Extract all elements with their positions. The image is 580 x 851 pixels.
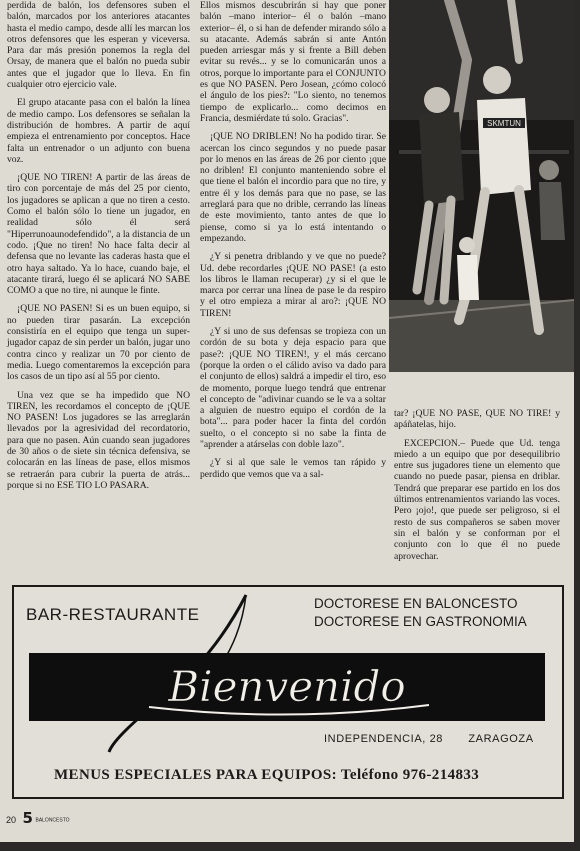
magazine-word: BALONCESTO bbox=[35, 817, 70, 824]
paragraph: ¿Y si al que sale le vemos tan rápido y perdido que vemos que va a sal- bbox=[200, 457, 386, 480]
text-column-3 bbox=[394, 408, 560, 569]
paragraph: ¡QUE NO TIREN! A partir de las áreas de tiro con porcentaje de más del 25 por ciento, los jugadores se aplican a que no tiren a cesto. Como el balón sólo lo tiene un jugador, en realidad sólo él será "Hiperrunoaunodefendido", a la distancia de un codo. ¡Que no tiren! No hace falta decir al defensa que no levante las caderas hasta que el otro haya saltado. Ya lo hace, cuando baje, el atacante tirará, luego él se aplicará NO SABE COMO a que no tire, ni aunque le finte. bbox=[7, 172, 190, 297]
paragraph: ¡QUE NO PASEN! Si es un buen equipo, si no pueden tirar pasarán. La excepción consistiría en el equipo que tenga un super-jugador capaz de sin perder un balón, jugar uno contra cinco y realizar un 70 por ciento de media. Luego comentaremos la excepción para los casos de un tipo así al 55 por ciento. bbox=[7, 303, 190, 383]
ad-menus-line: MENUS ESPECIALES PARA EQUIPOS: Teléfono 976-214833 bbox=[54, 767, 480, 783]
ad-bar-label: BAR-RESTAURANTE bbox=[26, 605, 200, 624]
ad-logo-band bbox=[29, 653, 545, 721]
paragraph: perdida de balón, los defensores suben el balón, marcados por los anteriores atacantes hasta el medio campo, desde allí les marcan los otros defensores que les esperan y viceversa. Para dar más presión ponemos la regla del Orsay, de manera que el balón no pueda subir antes que el jugador que lo lleva. En fin cualquier otro ejercicio vale. bbox=[7, 0, 190, 91]
jersey-text: SKMTUN bbox=[487, 119, 521, 128]
paragraph: Una vez que se ha impedido que NO TIREN, les recordamos el concepto de ¡QUE NO PASEN! Los jugadores se las arreglarán llevados por la agresividad del recordatorio, para que no pasen. Aún cuando sean jugadores de 30 años o de siete sin técnica defensiva, se colocarán en las líneas de pase, ellos mismos se retraerán para cubrir la puerta de atrás... porque si no ESE TIO LO PASARA. bbox=[7, 389, 190, 491]
ad-address bbox=[324, 733, 534, 745]
bienvenido-script: Bienvenido bbox=[168, 662, 406, 711]
page-number: 20 bbox=[6, 815, 17, 825]
text-column-2 bbox=[200, 0, 386, 487]
ad-slogan-gastronomia: DOCTORESE EN GASTRONOMIA bbox=[314, 614, 527, 629]
ad-city: ZARAGOZA bbox=[468, 733, 534, 745]
magazine-mark: 5 bbox=[22, 809, 33, 827]
paragraph: EXCEPCION.– Puede que Ud. tenga miedo a un equipo que por desequilibrio entre sus jugadores tiene un elemento que cuando no puede pasar, piensa en driblar. Tendrá que preparar ese partido en los dos últimos entrenamientos variando las voces. Pero ¡ojo!, que puede ser peligroso, si el resto de sus compañeros se saben mover sin el balón y se conforman por el conjunto con lo que él no puede aprovechar. bbox=[394, 437, 560, 562]
basketball-photo bbox=[389, 0, 574, 372]
paragraph: tar? ¡QUE NO PASE, QUE NO TIRE! y apáñatelas, hijo. bbox=[394, 408, 560, 431]
paragraph: Ellos mismos descubrirán si hay que poner balón –mano interior– él o balón –mano exterior– él, o si han de defender mirando sólo a su atacante. Además sabrán si ante Antón pueden arriesgar más y si frente a Bill deben evitar su revés... y se lo comunicarán unos a otros, porque lo importante para el CONJUNTO es que NO PASEN. Pero Josean, ¿cómo colocó el ángulo de los pies?: "Lo siento, no tenemos tiempo de explicarlo... como decimos en Francia, desmiérdate tú solo. Gracias". bbox=[200, 0, 386, 124]
paragraph: ¿Y si penetra driblando y ve que no puede? Ud. debe recordarles ¡QUE NO PASE! (a esto los libros le llaman recuperar) ¿y si el que le marca por cerrar una línea de pase le da respiro y el otro empieza a mirar al aro?: ¡QUE NO TIREN! bbox=[200, 251, 386, 319]
text-column-1 bbox=[7, 0, 190, 498]
paragraph: El grupo atacante pasa con el balón la línea de medio campo. Los defensores se señalan la distribución de hombres. A partir de aquí empieza el entrenamiento por conceptos. Hace falta un entrenador o un adjunto con buena voz. bbox=[7, 97, 190, 165]
restaurant-advertisement bbox=[12, 585, 564, 799]
ad-slogan-baloncesto: DOCTORESE EN BALONCESTO bbox=[314, 596, 518, 611]
ad-street: INDEPENDENCIA, 28 bbox=[324, 733, 444, 745]
paragraph: ¡QUE NO DRIBLEN! No ha podido tirar. Se acercan los cinco segundos y no puede pasar por lo menos en las áreas de 26 por ciento ¡que no driblen! El conjunto manteniendo sobre el que tiene el balón el incordio para que no tire, y entre él y los demás para que no pase, se las arreglará para que no drible, cerrando las líneas de este movimiento, tanto antes de que lo piense, como si ya lo está intentando o empezando. bbox=[200, 131, 386, 244]
basketball-photo-illustration bbox=[389, 0, 574, 372]
paragraph: ¿Y si uno de sus defensas se tropieza con un cordón de su bota y deja espacio para que pase?: ¡QUE NO TIREN!, y el más cercano (porque la orden o el cálido aviso va dado para el conjunto de ellos) saldrá a impedir el tiro, eso de momento, porque luego tendrá que entrenar el concepto de "adivinar cuando se le va a soltar a alguien de nuestro equipo el cordón de la bota"... para poder hacer la finta del cordón suelto, o el concepto si no sabe la finta de "aprender a atárselas con doble lazo". bbox=[200, 326, 386, 450]
page-footer bbox=[6, 809, 70, 827]
bienvenido-logo bbox=[29, 653, 545, 721]
